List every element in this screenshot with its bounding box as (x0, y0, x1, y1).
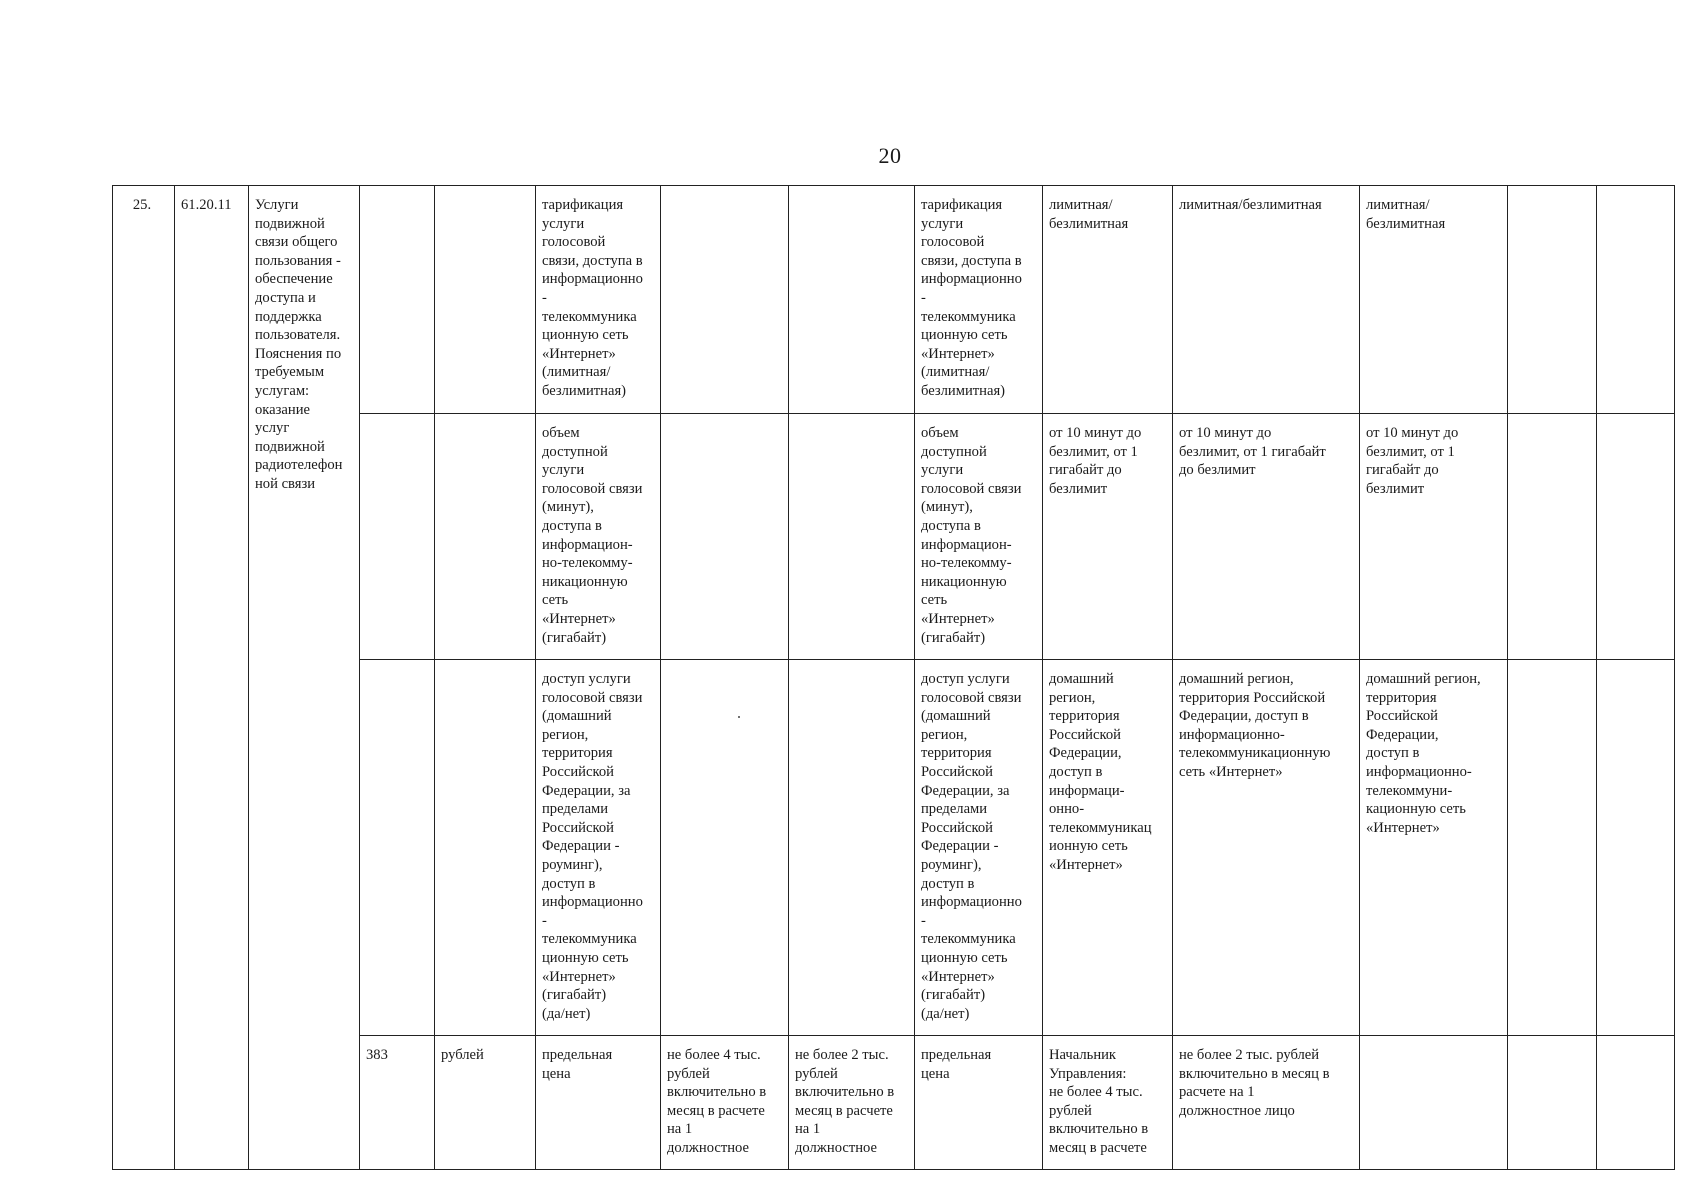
extra-cell (1508, 660, 1597, 1036)
extra-cell (1597, 186, 1675, 414)
service-name: Услуги подвижной связи общего пользования - обеспечение доступа и поддержка пользователя. Пояснения по требуемым услугам: оказание услуг подвижной радиотелефон ной связи (255, 197, 343, 492)
value-cell (1360, 1036, 1508, 1170)
characteristic-cell: предельная цена (915, 1036, 1043, 1170)
value-cell: не более 2 тыс. рублей включительно в месяц в расчете на 1 должностное (789, 1036, 915, 1170)
characteristic-cell: предельная цена (536, 1036, 661, 1170)
value-cell (789, 660, 915, 1036)
extra-cell (1508, 1036, 1597, 1170)
value-cell (661, 186, 789, 414)
value-cell: лимитная/безлимитная (1173, 186, 1360, 414)
characteristic-cell: доступ услуги голосовой связи (домашний регион, территория Российской Федерации, за пределами Российской Федерации - роуминг), доступ в информационно - телекоммуника ционную сеть «Интернет» (гигабайт) (да/нет) (536, 660, 661, 1036)
page-number: 20 (878, 143, 902, 168)
extra-cell (1597, 1036, 1675, 1170)
service-name-cell (249, 186, 360, 1170)
value-cell: лимитная/ безлимитная (1360, 186, 1508, 414)
value-cell: лимитная/ безлимитная (1043, 186, 1173, 414)
unit-cell (435, 414, 536, 660)
value-cell: домашний регион, территория Российской Федерации, доступ в информационно- телекоммуникационную сеть «Интернет» (1173, 660, 1360, 1036)
characteristic-cell: тарификация услуги голосовой связи, доступа в информационно - телекоммуника ционную сеть «Интернет» (лимитная/ безлимитная) (915, 186, 1043, 414)
value-cell: от 10 минут до безлимит, от 1 гигабайт до безлимит (1173, 414, 1360, 660)
row-index-cell (113, 186, 175, 1170)
characteristic-cell: объем доступной услуги голосовой связи (минут), доступа в информацион- но-телекомму- никационную сеть «Интернет» (гигабайт) (915, 414, 1043, 660)
value-cell: домашний регион, территория Российской Федерации, доступ в информационно- телекоммуни- кационную сеть «Интернет» (1360, 660, 1508, 1036)
okei-code-cell: 383 (360, 1036, 435, 1170)
value-cell: не более 4 тыс. рублей включительно в месяц в расчете на 1 должностное (661, 1036, 789, 1170)
unit-cell (435, 660, 536, 1036)
unit-cell: рублей (435, 1036, 536, 1170)
value-cell: от 10 минут до безлимит, от 1 гигабайт до безлимит (1360, 414, 1508, 660)
okei-code-cell (360, 660, 435, 1036)
okpd-code-cell (175, 186, 249, 1170)
characteristic-cell: тарификация услуги голосовой связи, доступа в информационно - телекоммуника ционную сеть «Интернет» (лимитная/ безлимитная) (536, 186, 661, 414)
value-cell (661, 414, 789, 660)
requirements-table (112, 185, 1675, 1170)
characteristic-cell: объем доступной услуги голосовой связи (минут), доступа в информацион- но-телекомму- никационную сеть «Интернет» (гигабайт) (536, 414, 661, 660)
value-cell (789, 186, 915, 414)
value-cell: от 10 минут до безлимит, от 1 гигабайт до безлимит (1043, 414, 1173, 660)
extra-cell (1597, 660, 1675, 1036)
value-cell: не более 2 тыс. рублей включительно в месяц в расчете на 1 должностное лицо (1173, 1036, 1360, 1170)
scan-speck (738, 716, 740, 718)
characteristic-cell: доступ услуги голосовой связи (домашний регион, территория Российской Федерации, за пределами Российской Федерации - роуминг), доступ в информационно - телекоммуника ционную сеть «Интернет» (гигабайт) (да/нет) (915, 660, 1043, 1036)
value-cell: домашний регион, территория Российской Федерации, доступ в информаци- онно- телекоммуникац ионную сеть «Интернет» (1043, 660, 1173, 1036)
extra-cell (1508, 414, 1597, 660)
extra-cell (1508, 186, 1597, 414)
value-cell (789, 414, 915, 660)
extra-cell (1597, 414, 1675, 660)
okei-code-cell (360, 186, 435, 414)
unit-cell (435, 186, 536, 414)
value-cell: Начальник Управления: не более 4 тыс. рублей включительно в месяц в расчете (1043, 1036, 1173, 1170)
okei-code-cell (360, 414, 435, 660)
value-cell (661, 660, 789, 1036)
table-row (113, 186, 1675, 414)
row-index: 25. (132, 197, 152, 213)
okpd-code: 61.20.11 (181, 197, 232, 213)
